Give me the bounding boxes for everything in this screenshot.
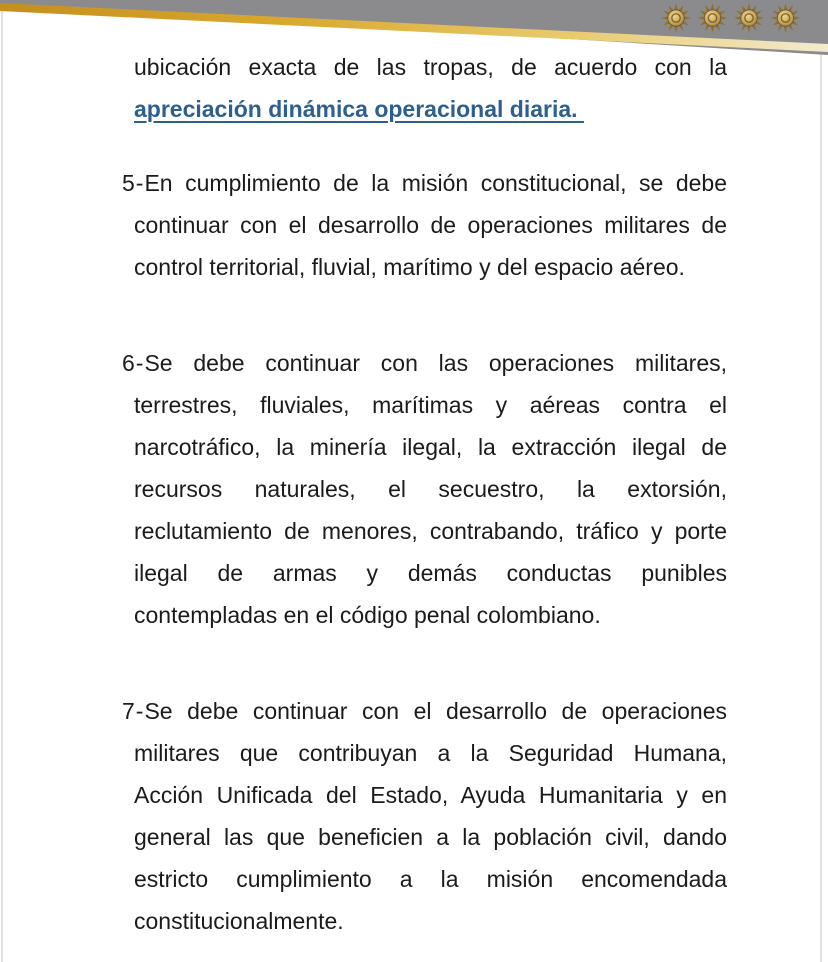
text-line: Acción Unificada del Estado, Ayuda Humanitaria y en (134, 782, 727, 808)
text-line: recursos naturales, el secuestro, la extorsión, (134, 476, 727, 502)
item-number: 6- (122, 350, 145, 376)
text-line: 6-Se debe continuar con las operaciones militares, (122, 350, 727, 376)
text-line: estricto cumplimiento a la misión encomendada (134, 866, 727, 892)
text-line: control territorial, fluvial, marítimo y del espacio aéreo. (134, 254, 685, 280)
numbered-paragraph (122, 690, 727, 942)
item-number: 7- (122, 698, 145, 724)
document-body (122, 46, 727, 962)
text-line: constitucionalmente. (134, 908, 344, 934)
text-line: continuar con el desarrollo de operaciones militares de (134, 212, 727, 238)
text-line: narcotráfico, la minería ilegal, la extracción ilegal de (134, 434, 727, 460)
text-line: reclutamiento de menores, contrabando, tráfico y porte (134, 518, 727, 544)
text-line: ilegal de armas y demás conductas punibles (134, 560, 727, 586)
text-line: militares que contribuyan a la Seguridad Humana, (134, 740, 727, 766)
text-line: 5-En cumplimiento de la misión constitucional, se debe (122, 170, 727, 196)
text-line (134, 88, 727, 130)
text-line: terrestres, fluviales, marítimas y aéreas contra el (134, 392, 727, 418)
text-line: general las que beneficien a la población civil, dando (134, 824, 727, 850)
text-line: contempladas en el código penal colombiano. (134, 602, 601, 628)
numbered-paragraph (122, 342, 727, 636)
item-number: 5- (122, 170, 145, 196)
text-line: 7-Se debe continuar con el desarrollo de operaciones (122, 698, 727, 724)
text-line: ubicación exacta de las tropas, de acuerdo con la (134, 54, 727, 80)
page-edge-left (1, 0, 3, 962)
operational-appreciation-link[interactable]: apreciación dinámica operacional diaria. (134, 96, 584, 122)
paragraph (134, 46, 727, 130)
numbered-paragraph (122, 162, 727, 288)
page-edge-right (820, 0, 822, 962)
